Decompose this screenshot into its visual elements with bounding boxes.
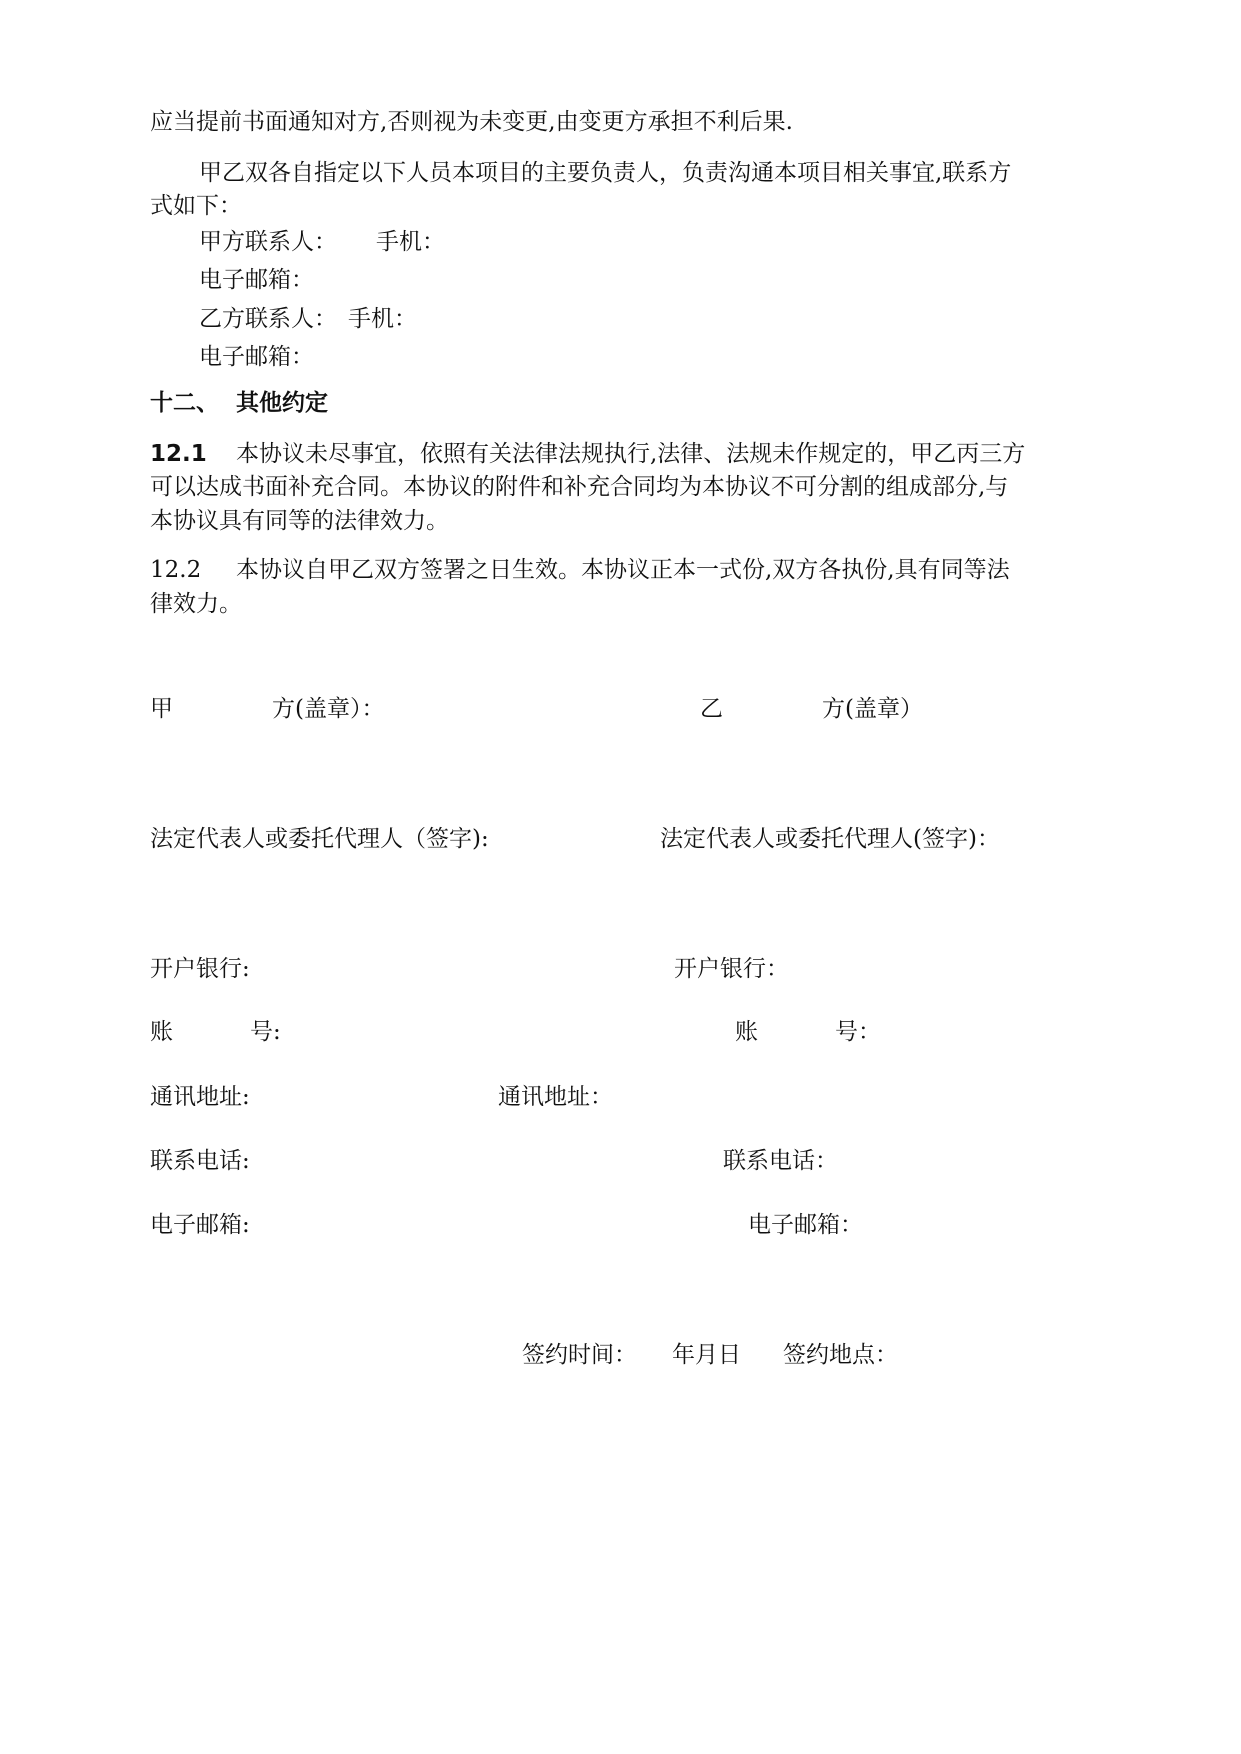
- sign-time-label: 签约时间：: [522, 1342, 637, 1368]
- party-b-representative-label: 法定代表人或委托代理人(签字)：: [660, 826, 1000, 852]
- party-a-email-field-label: 电子邮箱:: [150, 1212, 250, 1238]
- party-a-seal-label: 方(盖章）：: [272, 696, 385, 722]
- clause-12-2-line-2: 律效力。: [150, 591, 242, 617]
- sign-place-label: 签约地点：: [783, 1342, 898, 1368]
- clause-12-1-line-2: 可以达成书面补充合同。本协议的附件和补充合同均为本协议不可分割的组成部分,与: [150, 474, 1009, 500]
- party-a-representative-label: 法定代表人或委托代理人（签字):: [150, 826, 489, 852]
- party-a-account-label: 号:: [250, 1019, 281, 1045]
- clause-12-1-line-3: 本协议具有同等的法律效力。: [150, 508, 449, 534]
- party-b-account-char-1: 账: [735, 1019, 758, 1045]
- party-b-bank-label: 开户银行：: [674, 956, 789, 982]
- clause-12-1-line-1: 本协议未尽事宜，依照有关法律法规执行,法律、法规未作规定的，甲乙丙三方: [236, 441, 1026, 467]
- party-b-email-label: 电子邮箱：: [199, 344, 314, 370]
- party-a-email-label: 电子邮箱：: [199, 267, 314, 293]
- party-b-email-field-label: 电子邮箱：: [748, 1212, 863, 1238]
- notice-line-2a: 甲乙双各自指定以下人员本项目的主要负责人，负责沟通本项目相关事宜,联系方: [199, 160, 1012, 186]
- party-b-seal-label: 方(盖章）: [822, 696, 923, 722]
- party-b-seal-char-1: 乙: [700, 696, 723, 722]
- party-a-contact-label: 甲方联系人：: [199, 229, 337, 255]
- sign-date: 年月日: [672, 1342, 741, 1368]
- party-b-contact-label: 乙方联系人：: [199, 306, 337, 332]
- notice-line-2b: 式如下：: [150, 193, 242, 219]
- notice-line-1: 应当提前书面通知对方,否则视为未变更,由变更方承担不利后果.: [150, 109, 793, 135]
- section-number: 十二、: [150, 390, 219, 416]
- clause-12-2-line-1: 本协议自甲乙双方签署之日生效。本协议正本一式份,双方各执份,具有同等法: [236, 557, 1010, 583]
- party-b-address-label: 通讯地址：: [498, 1084, 613, 1110]
- party-a-account-char-1: 账: [150, 1019, 173, 1045]
- clause-12-1-number: 12.1: [150, 441, 207, 467]
- party-a-bank-label: 开户银行:: [150, 956, 250, 982]
- clause-12-2-number: 12.2: [150, 557, 202, 583]
- party-a-phone-field-label: 联系电话:: [150, 1148, 250, 1174]
- party-b-account-label: 号：: [835, 1019, 881, 1045]
- party-b-phone-field-label: 联系电话：: [723, 1148, 838, 1174]
- section-title: 其他约定: [236, 390, 328, 416]
- party-a-phone-label: 手机：: [376, 229, 445, 255]
- party-b-phone-label: 手机：: [348, 306, 417, 332]
- party-a-seal-char-1: 甲: [150, 696, 173, 722]
- party-a-address-label: 通讯地址:: [150, 1084, 250, 1110]
